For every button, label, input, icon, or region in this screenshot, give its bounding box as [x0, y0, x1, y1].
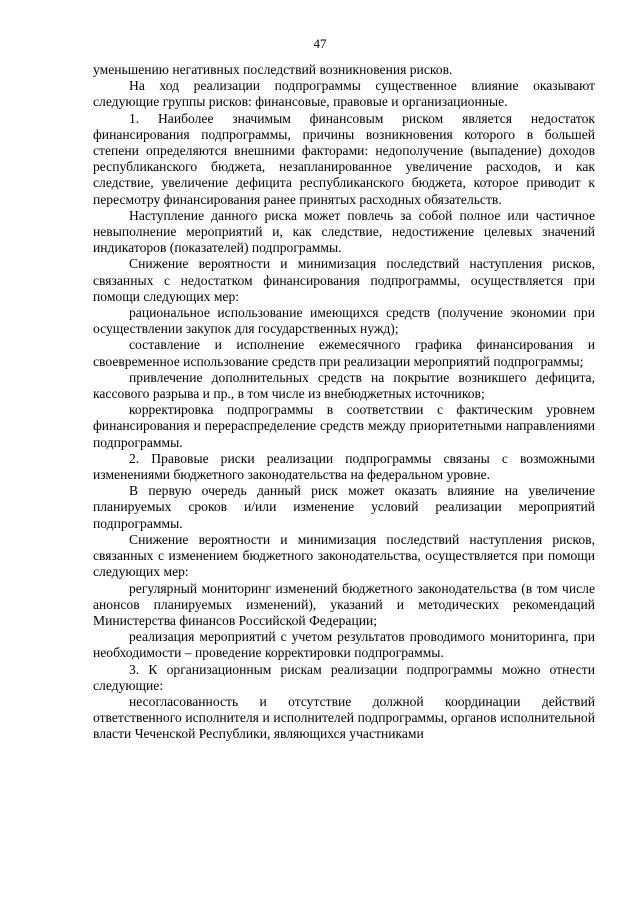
paragraph-risk-groups: На ход реализации подпрограммы существенное влияние оказывают следующие группы рисков: финансовые, правовые и организационные.	[93, 78, 595, 110]
paragraph-legal-risk-impact: В первую очередь данный риск может оказать влияние на увеличение планируемых сроков и/или изменение условий реализации мероприятий подпрограммы.	[93, 483, 595, 531]
list-item-implementation: реализация мероприятий с учетом результатов проводимого мониторинга, при необходимости – проведение корректировки подпрограммы.	[93, 629, 595, 661]
list-item-monitoring: регулярный мониторинг изменений бюджетного законодательства (в том числе анонсов планируемых изменений), указаний и методических рекомендаций Министерства финансов Российской Федерации;	[93, 580, 595, 628]
page-number: 47	[313, 36, 327, 51]
paragraph-legal-risk: 2. Правовые риски реализации подпрограммы связаны с возможными изменениями бюджетного законодательства на федеральном уровне.	[93, 450, 595, 483]
paragraph-financial-measures-intro: Снижение вероятности и минимизация последствий наступления рисков, связанных с недостатком финансирования подпрограммы, осуществляется при помощи следующих мер:	[93, 256, 595, 304]
paragraph-financial-risk: 1. Наиболее значимым финансовым риском является недостаток финансирования подпрограммы, причины возникновения которого в большей степени определяются внешними факторами: недополучение (выпадение) доходов республиканского бюджета, незапланированное увеличение расходов, и как следствие, увеличение дефицита республиканского бюджета, которое приводит к пересмотру финансирования ранее принятых расходных обязательств.	[93, 110, 595, 207]
paragraph-organizational-risk: 3. К организационным рискам реализации подпрограммы можно отнести следующие:	[93, 661, 595, 693]
paragraph-risk-consequences: Наступление данного риска может повлечь за собой полное или частичное невыполнение мероприятий и, как следствие, недостижение целевых значений индикаторов (показателей) подпрограммы.	[93, 207, 595, 256]
list-item-additional-funds: привлечение дополнительных средств на покрытие возникшего дефицита, кассового разрыва и пр., в том числе из внебюджетных источников;	[93, 369, 595, 402]
list-item-adjustment: корректировка подпрограммы в соответствии с фактическим уровнем финансирования и перераспределение средств между приоритетными направлениями подпрограммы.	[93, 402, 595, 450]
paragraph-continuation: уменьшению негативных последствий возникновения рисков.	[93, 62, 453, 77]
list-item-rational-use: рациональное использование имеющихся средств (получение экономии при осуществлении закупок для государственных нужд);	[93, 305, 595, 337]
document-body	[93, 62, 595, 743]
list-item-monthly-schedule: составление и исполнение ежемесячного графика финансирования и своевременное использование средств при реализации мероприятий подпрограммы;	[93, 337, 595, 369]
paragraph-legal-measures-intro: Снижение вероятности и минимизация последствий наступления рисков, связанных с изменением бюджетного законодательства, осуществляется при помощи следующих мер:	[93, 531, 595, 580]
list-item-inconsistency: несогласованность и отсутствие должной координации действий ответственного исполнителя и исполнителей подпрограммы, органов исполнительной власти Чеченской Республики, являющихся участниками	[93, 693, 595, 742]
